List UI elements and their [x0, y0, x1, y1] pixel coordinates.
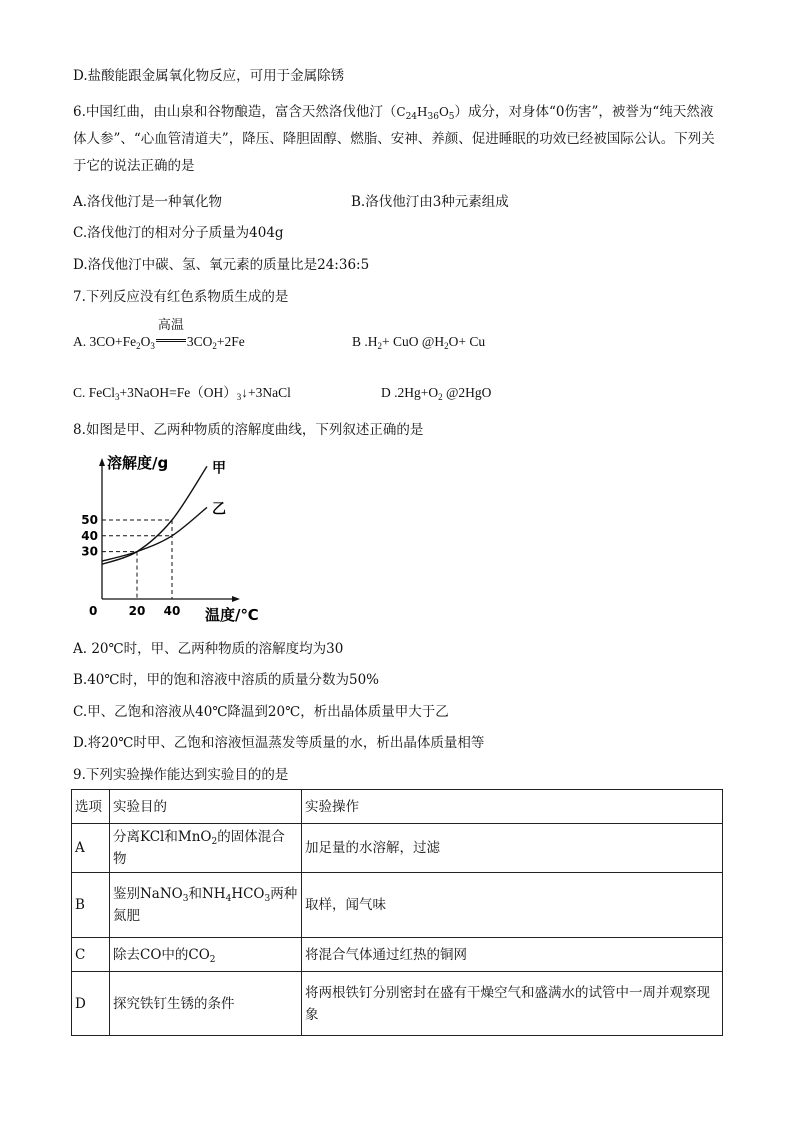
reaction-condition: 高温: [156, 332, 186, 352]
row-operation: 取样，闻气味: [302, 873, 723, 938]
y-tick-label: 50: [81, 513, 98, 527]
header-operation: 实验操作: [302, 790, 723, 824]
q8-option-a: A. 20℃时，甲、乙两种物质的溶解度均为30: [73, 641, 344, 657]
q6-option-a: A.洛伐他汀是一种氧化物: [73, 194, 223, 210]
q8-option-d: D.将20℃时甲、乙饱和溶液恒温蒸发等质量的水，析出晶体质量相等: [73, 735, 485, 751]
x-axis-label: 温度/℃: [205, 606, 259, 624]
table-row: [72, 873, 723, 938]
row-goal: 除去CO中的$CO_2$: [110, 938, 302, 972]
row-goal: 分离KCl和MnO$_2$的固体混合物: [110, 824, 302, 873]
q6-option-d: D.洛伐他汀中碳、氢、氧元素的质量比是24:36:5: [73, 257, 370, 273]
row-option: D: [72, 972, 110, 1036]
row-option: C: [72, 938, 110, 972]
q7-option-d: D $.2Hg+O_2$ @2HgO: [381, 385, 492, 402]
x-axis-arrow: [232, 596, 240, 602]
q6-option-b: B.洛伐他汀由3种元素组成: [351, 194, 509, 210]
row-goal: 鉴别NaNO$_3$和$NH_4HCO_3$两种氮肥: [110, 873, 302, 938]
y-axis-arrow: [99, 458, 105, 466]
series-label-2: 乙: [212, 501, 226, 518]
question-9-stem: 9.下列实验操作能达到实验目的的是: [73, 767, 289, 783]
row-option: B: [72, 873, 110, 938]
y-tick-label: 40: [81, 528, 98, 543]
question-7-stem: 7.下列反应没有红色系物质生成的是: [73, 289, 289, 305]
origin-label: 0: [89, 604, 98, 618]
row-operation: 将混合气体通过红热的铜网: [302, 938, 723, 972]
row-goal: 探究铁钉生锈的条件: [110, 972, 302, 1036]
q7-option-b: B $.H_2+$ CuO $@H_2O+ Cu$: [352, 334, 486, 351]
row-option: A: [72, 824, 110, 873]
series-label-1: 甲: [212, 460, 226, 477]
q8-option-b: B.40℃时，甲的饱和溶液中溶质的质量分数为50%: [73, 672, 379, 688]
x-tick-label: 40: [163, 604, 181, 618]
x-tick-label: 20: [128, 604, 146, 618]
row-operation: 加足量的水溶解，过滤: [302, 824, 723, 873]
experiment-table: [71, 789, 723, 1036]
prev-option-d: D.盐酸能跟金属氧化物反应，可用于金属除锈: [73, 68, 345, 84]
q7-option-a: A. $3CO+Fe_2O_3$ 高温 $3CO_2+2Fe$: [73, 317, 245, 351]
solubility-chart: [78, 452, 278, 632]
table-row: [72, 938, 723, 972]
row-operation: 将两根铁钉分别密封在盛有干燥空气和盛满水的试管中一周并观察现象: [302, 972, 723, 1036]
q8-option-c: C.甲、乙饱和溶液从40℃降温到20℃，析出晶体质量甲大于乙: [73, 704, 449, 720]
question-8-stem: 8.如图是甲、乙两种物质的溶解度曲线，下列叙述正确的是: [73, 422, 424, 438]
question-6-stem: 6.中国红曲，由山泉和谷物酿造，富含天然洛伐他汀$(C_{24}H_{36}O_5)$成分，对身体“0伤害”，被誉为“纯天然液体人参”、“心血管清道夫”，降压、降胆固醇、燃脂、安神、养颜、促进睡眠的功效已经被国际公认。下列关于它的说法正确的是: [73, 104, 715, 174]
y-axis-label: 溶解度/g: [107, 454, 169, 472]
header-goal: 实验目的: [110, 790, 302, 824]
table-row: [72, 824, 723, 873]
series-curve-1: [102, 466, 207, 564]
q7-option-c: C. $FeCl_3+3NaOH=Fe(OH)_3↓+3NaCl$: [73, 385, 291, 402]
table-row: [72, 972, 723, 1036]
y-tick-label: 30: [81, 544, 98, 559]
table-header-row: [72, 790, 723, 824]
q6-option-c: C.洛伐他汀的相对分子质量为404g: [73, 225, 284, 241]
series-curve-2: [102, 507, 207, 561]
header-option: 选项: [72, 790, 110, 824]
